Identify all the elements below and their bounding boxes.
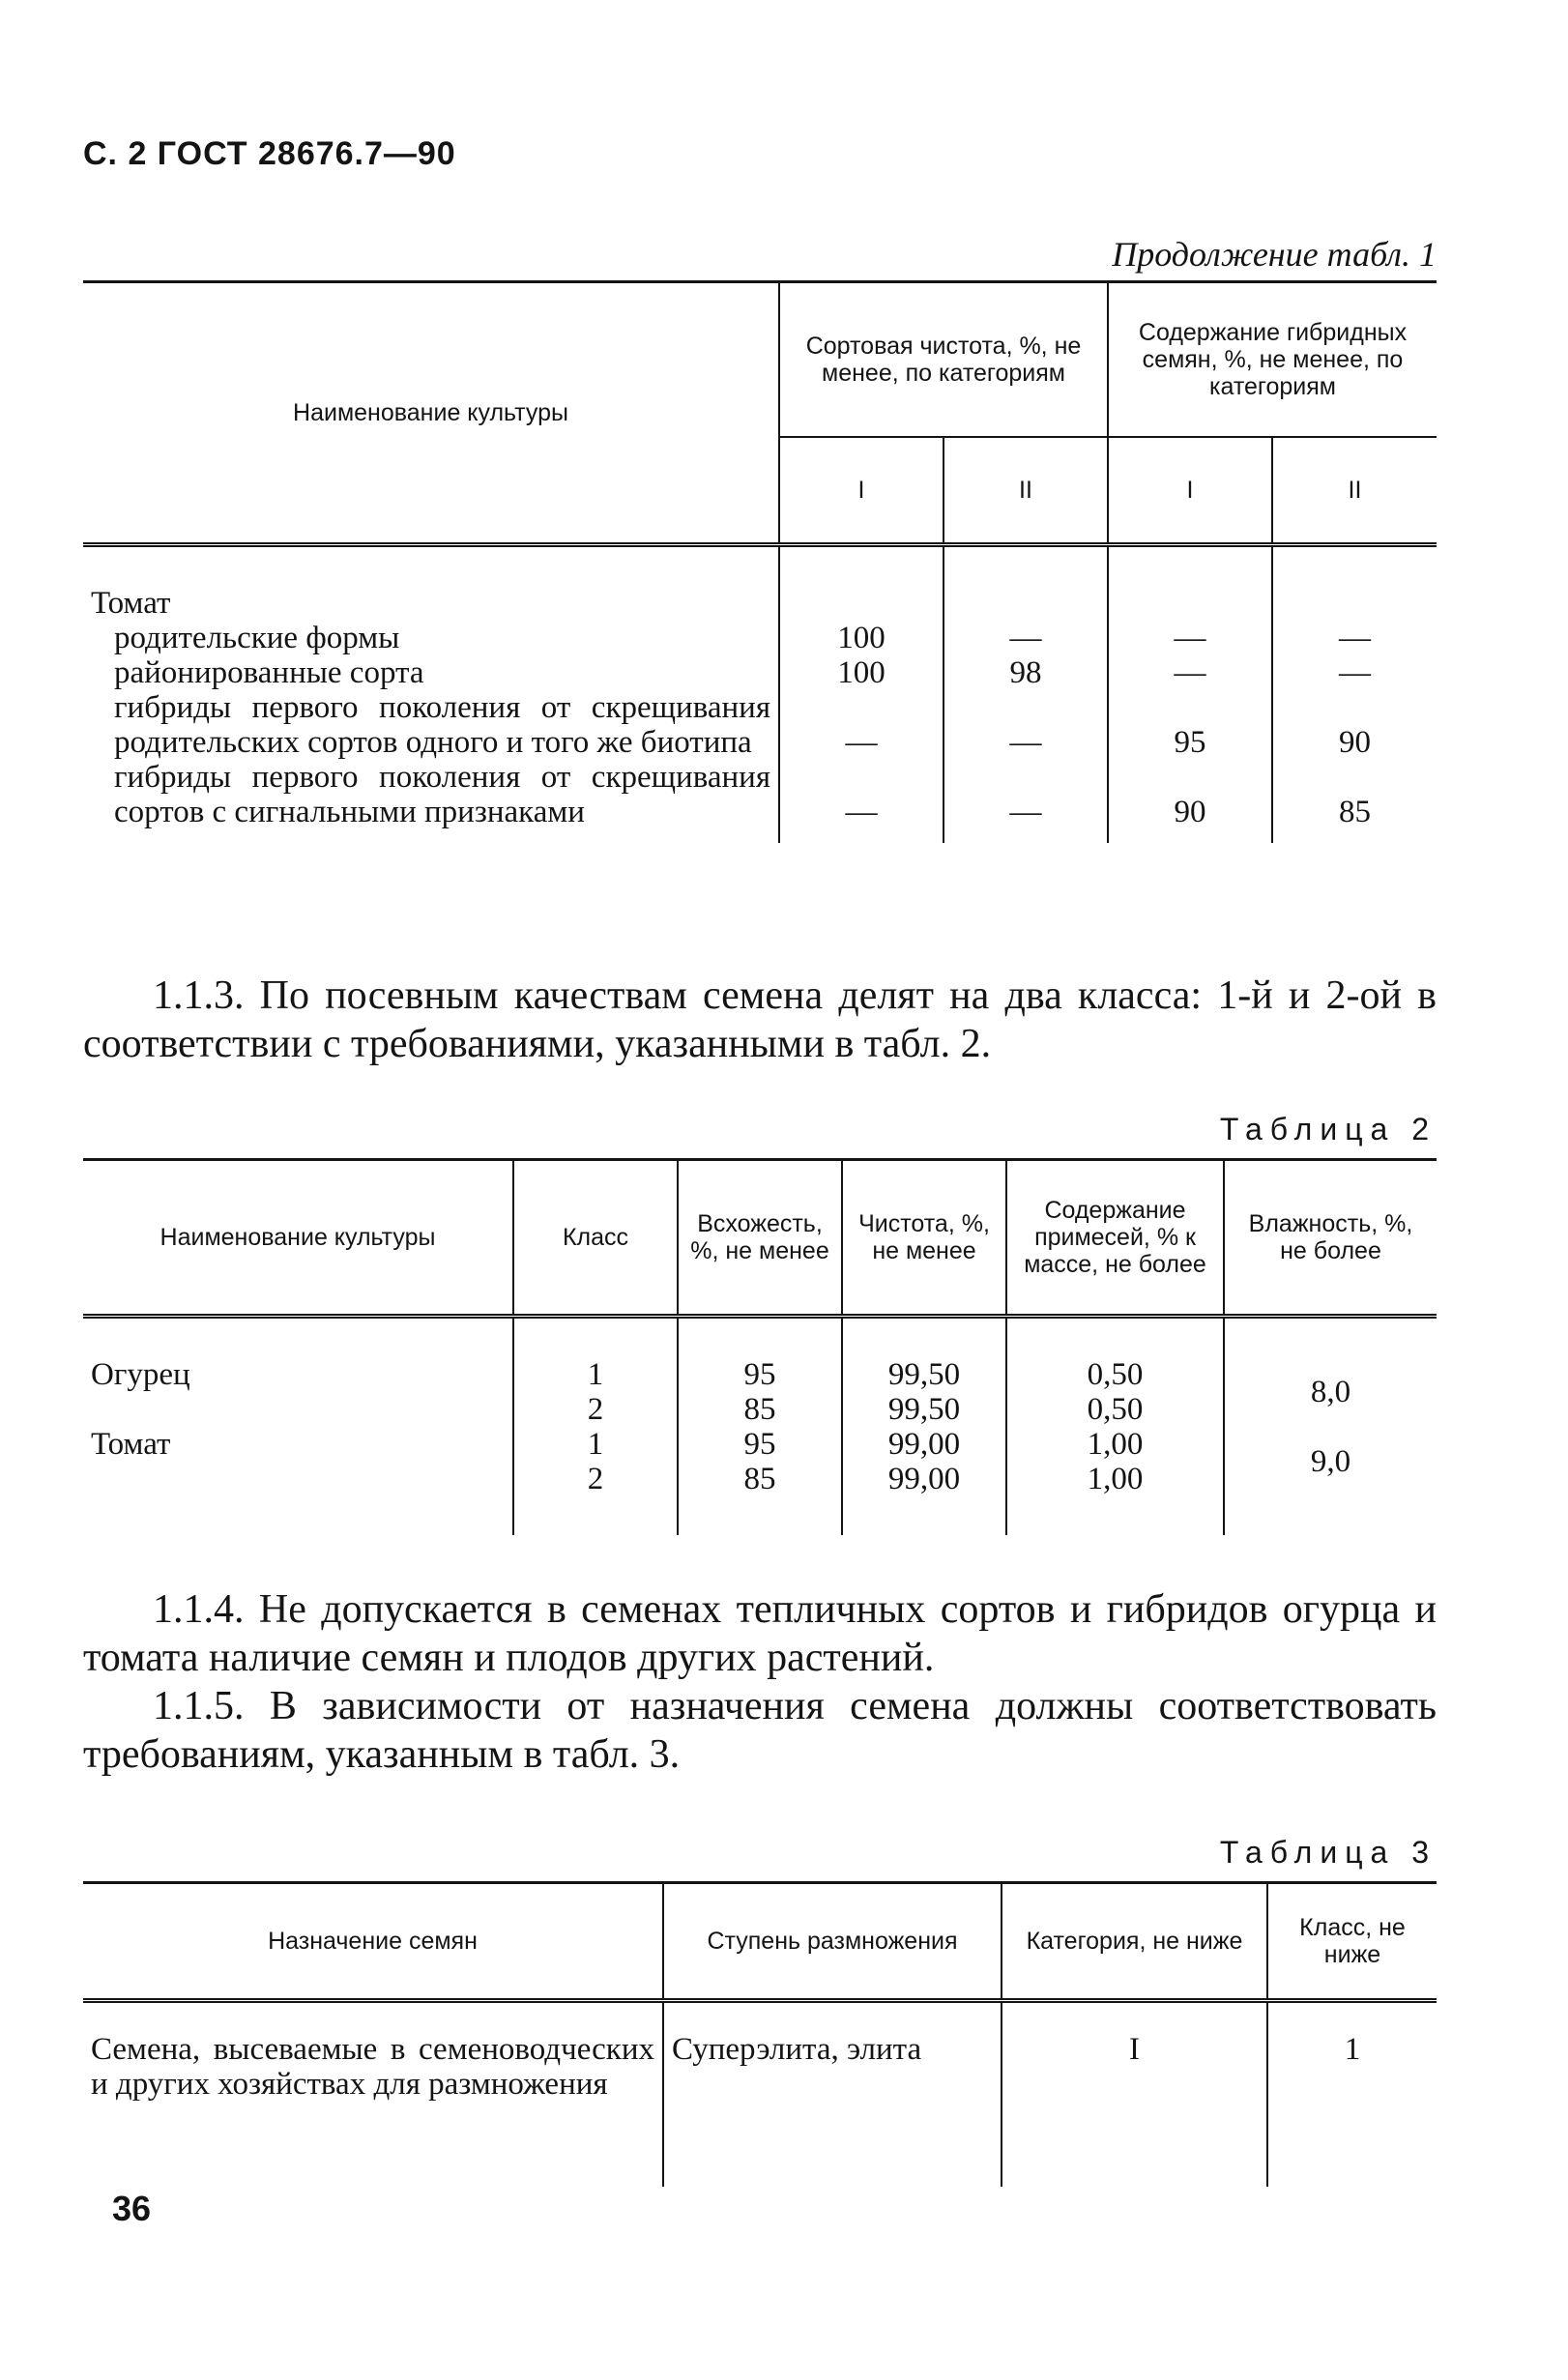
table2-header-purity: Чистота, %, не менее — [842, 1160, 1006, 1317]
table2-header-class: Класс — [513, 1160, 678, 1317]
table3-header-category: Категория, не ниже — [1002, 1883, 1267, 2001]
table1 — [83, 280, 1437, 843]
table1-caption: Продолжение табл. 1 — [1112, 235, 1437, 274]
table-row: районированные сорта 100 98 — — — [83, 655, 1437, 690]
table1-sub-3: I — [1108, 437, 1272, 545]
table-row: Семена, высеваемые в семеноводческих и других хозяйствах для размножения Суперэлита, элита I 1 — [83, 2001, 1437, 2188]
table-row: Томат 1 2 95 85 99,00 99,00 1,00 1,00 9,0 — [83, 1427, 1437, 1535]
table3-header-stage: Ступень размножения — [663, 1883, 1002, 2001]
table3-caption: Таблица 3 — [1219, 1835, 1437, 1870]
table2-caption: Таблица 2 — [1219, 1112, 1437, 1146]
table1-culture: Томат — [91, 586, 171, 621]
table1-header-hybrid: Содержание гибридных семян, %, не менее, по категориям — [1108, 282, 1437, 438]
table2-header-name: Наименование культуры — [160, 1224, 436, 1251]
table1-header-purity: Сортовая чистота, %, не менее, по категориям — [779, 282, 1108, 438]
paragraph-1-1-4: 1.1.4. Не допускается в семенах тепличных сортов и гибридов огурца и томата наличие семян и плодов других растений. 1.1.5. В зависимости от назначения семена должны соответствовать требованиям, указанным в табл. 3. — [83, 1587, 1437, 1777]
table1-sub-2: II — [944, 437, 1108, 545]
table2 — [83, 1158, 1437, 1535]
table2-header-impurity: Содержание примесей, % к массе, не более — [1006, 1160, 1224, 1317]
page-number: 36 — [112, 2189, 152, 2228]
table-row: родительские формы 100 — — — — [83, 621, 1437, 655]
table1-sub-1: I — [779, 437, 944, 545]
paragraph-1-1-3: 1.1.3. По посевным качествам семена делят на два класса: 1-й и 2-ой в соответствии с требованиями, указанными в табл. 2. — [83, 973, 1437, 1066]
table-row: Огурец 1 2 95 85 99,50 99,50 0,50 0,50 8,0 — [83, 1317, 1437, 1428]
table-row: гибриды первого поколения от скрещивания сортов с сигнальными признаками — — 90 85 — [83, 760, 1437, 843]
table2-header-germination: Всхожесть, %, не менее — [678, 1160, 842, 1317]
table3-header-class: Класс, не ниже — [1267, 1883, 1437, 2001]
table1-header-name: Наименование культуры — [83, 282, 779, 545]
table2-header-moisture: Влажность, %, не более — [1224, 1160, 1437, 1317]
table-row: гибриды первого поколения от скрещивания родительских сортов одного и того же биотипа — — 95 90 — [83, 690, 1437, 760]
table3 — [83, 1881, 1437, 2187]
table1-sub-4: II — [1272, 437, 1437, 545]
running-header: С. 2 ГОСТ 28676.7—90 — [83, 135, 456, 172]
table3-header-purpose: Назначение семян — [268, 1928, 478, 1955]
